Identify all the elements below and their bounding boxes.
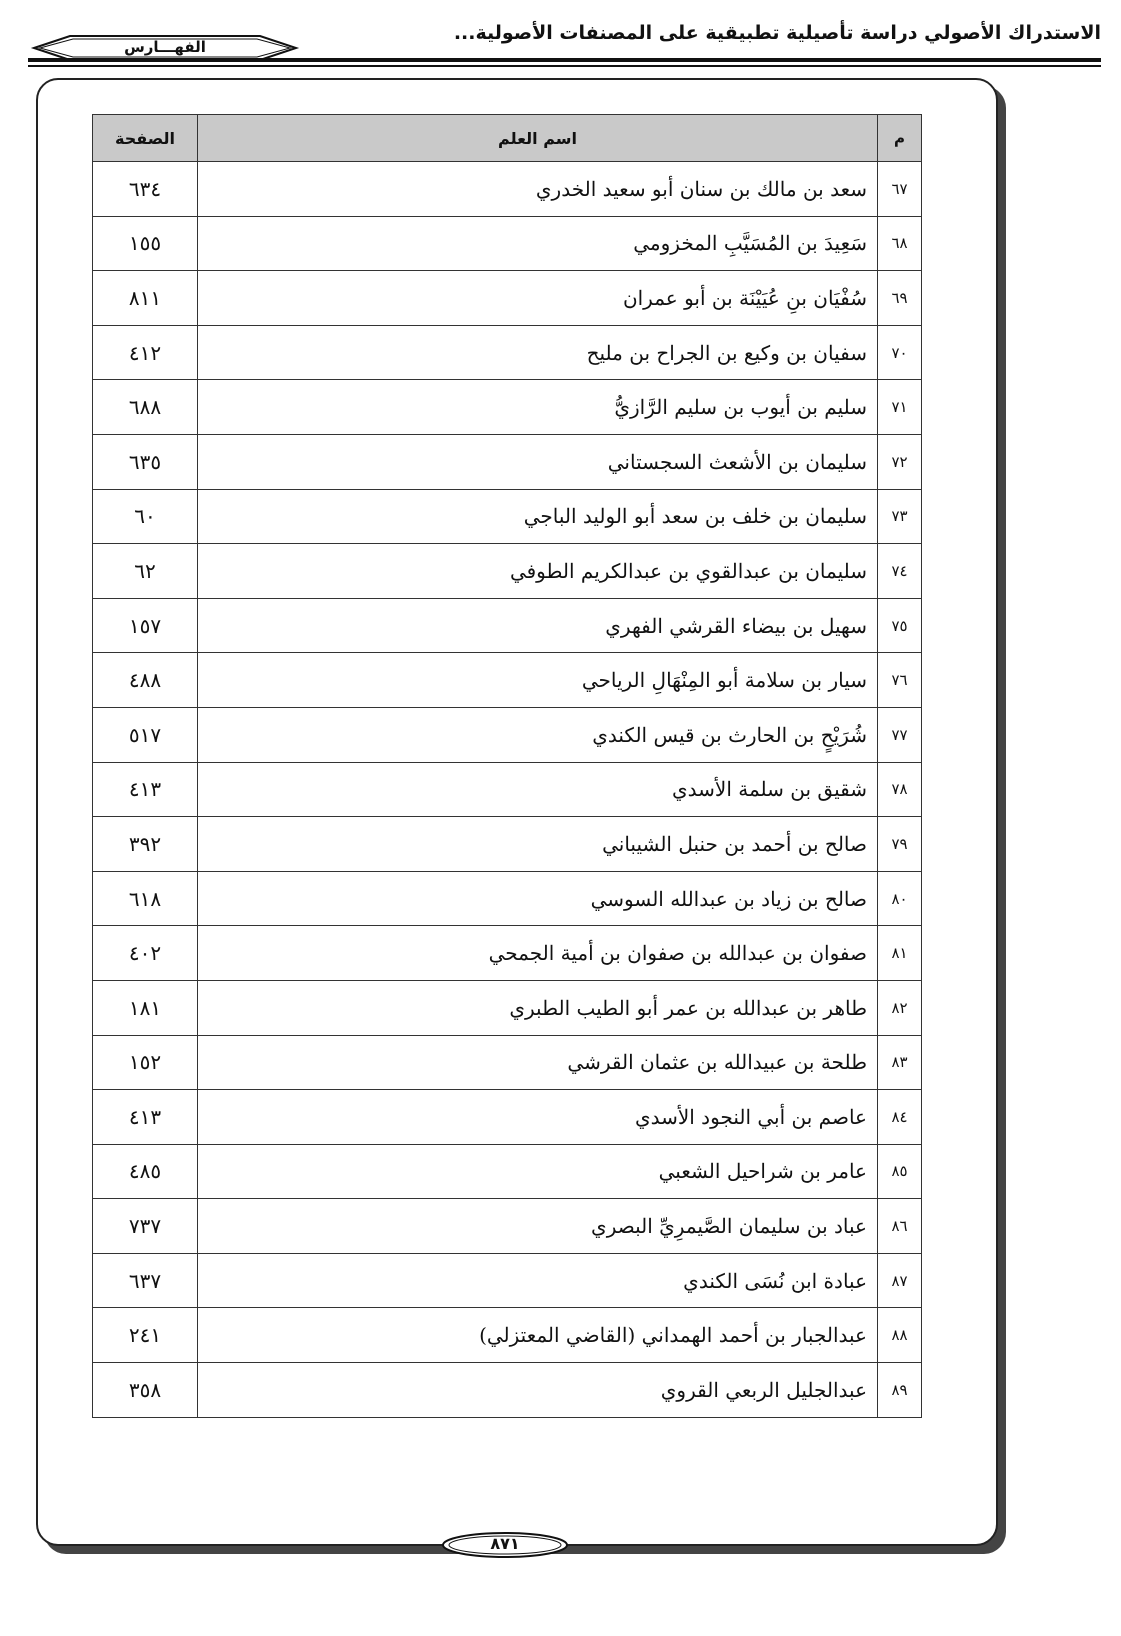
page-reference: ١٨١ [93, 980, 198, 1035]
person-name: شقيق بن سلمة الأسدي [198, 762, 878, 817]
page-reference: ١٥٥ [93, 216, 198, 271]
person-name: عبادة ابن نُسَى الكندي [198, 1253, 878, 1308]
person-name: سيار بن سلامة أبو المِنْهَالِ الرياحي [198, 653, 878, 708]
page-reference: ٧٣٧ [93, 1199, 198, 1254]
row-number: ٨٦ [878, 1199, 922, 1254]
row-number: ٧٠ [878, 325, 922, 380]
row-number: ٨٤ [878, 1090, 922, 1145]
table-row [93, 1308, 922, 1363]
page-reference: ٦٣٤ [93, 162, 198, 217]
header-rule-thin [28, 65, 1101, 67]
row-number: ٦٨ [878, 216, 922, 271]
table-row [93, 926, 922, 981]
person-name: عبدالجبار بن أحمد الهمداني (القاضي المعتزلي) [198, 1308, 878, 1363]
person-name: سليمان بن الأشعث السجستاني [198, 434, 878, 489]
page-reference: ٦٢ [93, 544, 198, 599]
table-row [93, 871, 922, 926]
row-number: ٨٢ [878, 980, 922, 1035]
table-header-row [93, 115, 922, 162]
row-number: ٧١ [878, 380, 922, 435]
row-number: ٨٩ [878, 1363, 922, 1418]
table-row [93, 598, 922, 653]
page-number: ٨٧١ [490, 1534, 520, 1553]
person-name: صفوان بن عبدالله بن صفوان بن أمية الجمحي [198, 926, 878, 981]
person-name: سليمان بن خلف بن سعد أبو الوليد الباجي [198, 489, 878, 544]
page-reference: ٤١٢ [93, 325, 198, 380]
row-number: ٧٩ [878, 817, 922, 872]
table-row [93, 544, 922, 599]
person-name: عاصم بن أبي النجود الأسدي [198, 1090, 878, 1145]
table-row [93, 1199, 922, 1254]
page-reference: ٣٩٢ [93, 817, 198, 872]
column-header-page: الصفحة [93, 115, 198, 162]
page-reference: ١٥٢ [93, 1035, 198, 1090]
table-row [93, 1253, 922, 1308]
row-number: ٨٥ [878, 1144, 922, 1199]
section-label: الفهـــارس [124, 38, 206, 56]
person-name: صالح بن زياد بن عبدالله السوسي [198, 871, 878, 926]
row-number: ٧٦ [878, 653, 922, 708]
table-row [93, 817, 922, 872]
table-row [93, 489, 922, 544]
table-row [93, 325, 922, 380]
page-reference: ٤١٣ [93, 1090, 198, 1145]
page-reference: ٦٨٨ [93, 380, 198, 435]
table-row [93, 980, 922, 1035]
page-reference: ٤٠٢ [93, 926, 198, 981]
table-row [93, 707, 922, 762]
page-reference: ٣٥٨ [93, 1363, 198, 1418]
row-number: ٧٣ [878, 489, 922, 544]
table-row [93, 162, 922, 217]
person-name: شُرَيْحٍ بن الحارث بن قيس الكندي [198, 707, 878, 762]
person-name: سعد بن مالك بن سنان أبو سعيد الخدري [198, 162, 878, 217]
page-reference: ٦١٨ [93, 871, 198, 926]
page-reference: ٨١١ [93, 271, 198, 326]
row-number: ٨٠ [878, 871, 922, 926]
person-name: طاهر بن عبدالله بن عمر أبو الطيب الطبري [198, 980, 878, 1035]
page-reference: ٦٠ [93, 489, 198, 544]
person-name: سفيان بن وكيع بن الجراح بن مليح [198, 325, 878, 380]
person-name: عباد بن سليمان الصَّيمرِيِّ البصري [198, 1199, 878, 1254]
index-table [92, 114, 922, 1418]
page-reference: ٦٣٥ [93, 434, 198, 489]
person-name: سهيل بن بيضاء القرشي الفهري [198, 598, 878, 653]
page-header [0, 0, 1121, 80]
row-number: ٧٥ [878, 598, 922, 653]
table-row [93, 653, 922, 708]
person-name: عامر بن شراحيل الشعبي [198, 1144, 878, 1199]
page-reference: ٦٣٧ [93, 1253, 198, 1308]
table-row [93, 762, 922, 817]
person-name: سُفْيَان بنِ عُيَيْنَة بن أبو عمران [198, 271, 878, 326]
row-number: ٨٧ [878, 1253, 922, 1308]
page-reference: ٢٤١ [93, 1308, 198, 1363]
page-reference: ١٥٧ [93, 598, 198, 653]
row-number: ٧٤ [878, 544, 922, 599]
table-row [93, 380, 922, 435]
table-row [93, 434, 922, 489]
row-number: ٨٨ [878, 1308, 922, 1363]
person-name: صالح بن أحمد بن حنبل الشيباني [198, 817, 878, 872]
person-name: سَعِيدَ بن المُسَيَّبِ المخزومي [198, 216, 878, 271]
row-number: ٦٧ [878, 162, 922, 217]
page-reference: ٤٨٥ [93, 1144, 198, 1199]
row-number: ٧٢ [878, 434, 922, 489]
table-row [93, 1363, 922, 1418]
table-row [93, 1144, 922, 1199]
header-rule [28, 58, 1101, 62]
column-header-number: م [878, 115, 922, 162]
row-number: ٧٧ [878, 707, 922, 762]
page-reference: ٤٨٨ [93, 653, 198, 708]
page-number-badge [440, 1530, 570, 1560]
person-name: طلحة بن عبيدالله بن عثمان القرشي [198, 1035, 878, 1090]
table-body [93, 162, 922, 1418]
column-header-name: اسم العلم [198, 115, 878, 162]
row-number: ٨٣ [878, 1035, 922, 1090]
row-number: ٨١ [878, 926, 922, 981]
table-row [93, 271, 922, 326]
row-number: ٦٩ [878, 271, 922, 326]
person-name: سليمان بن عبدالقوي بن عبدالكريم الطوفي [198, 544, 878, 599]
table-row [93, 1035, 922, 1090]
person-name: عبدالجليل الربعي القروي [198, 1363, 878, 1418]
person-name: سليم بن أيوب بن سليم الرَّازيُّ [198, 380, 878, 435]
table-row [93, 216, 922, 271]
row-number: ٧٨ [878, 762, 922, 817]
table-row [93, 1090, 922, 1145]
page-reference: ٤١٣ [93, 762, 198, 817]
book-title: الاستدراك الأصولي دراسة تأصيلية تطبيقية على المصنفات الأصولية... [453, 22, 1101, 44]
page-reference: ٥١٧ [93, 707, 198, 762]
